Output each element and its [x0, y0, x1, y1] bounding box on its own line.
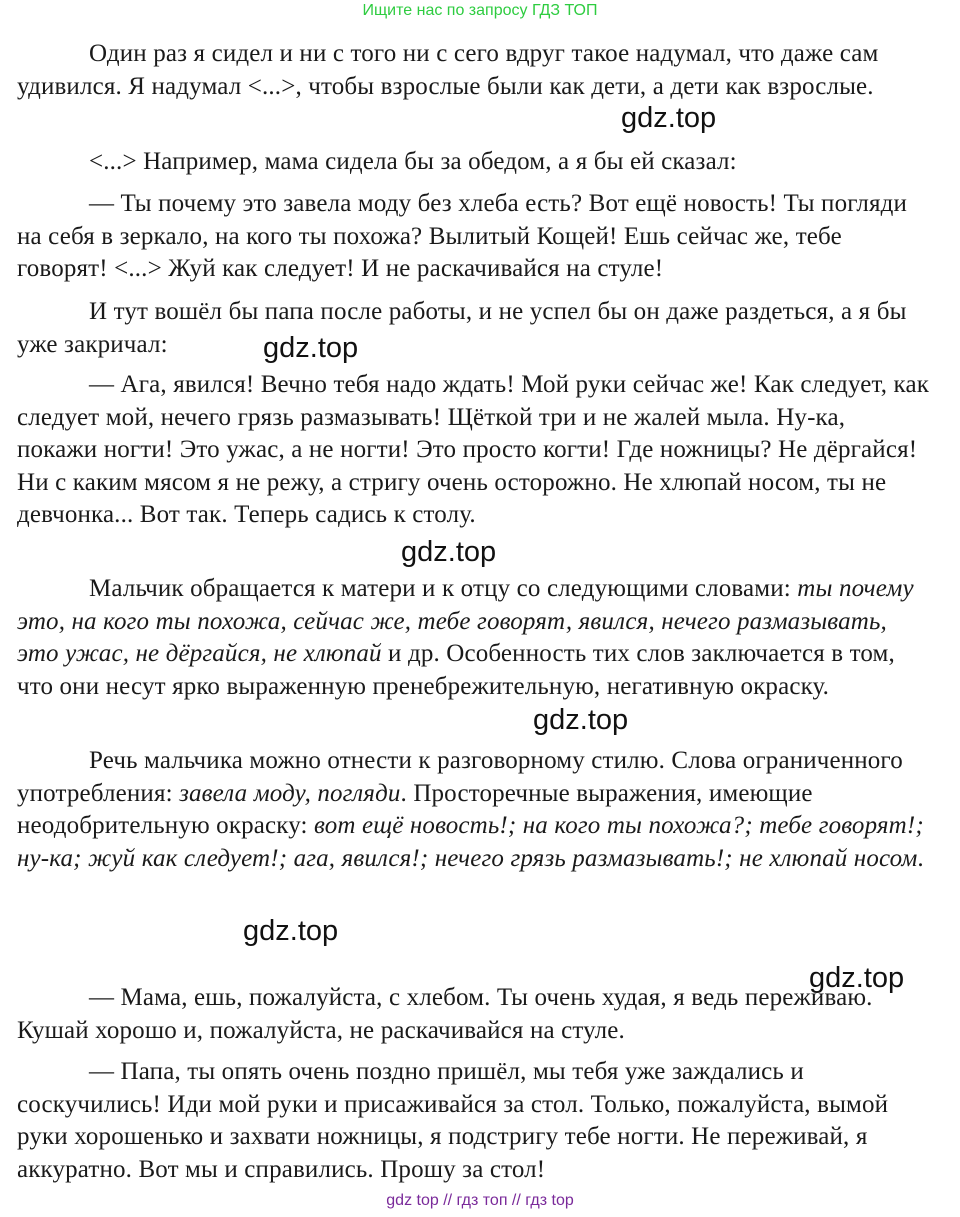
paragraph-2 [17, 146, 929, 179]
paragraph-6 [17, 573, 929, 703]
paragraph-7 [17, 745, 929, 875]
text-segment: . [917, 844, 924, 872]
text-segment: — Папа, ты опять очень поздно пришёл, мы тебя уже заждались и соскучились! Иди мой руки и присаживайся за стол. Только, пожалуйста, вымой руки хорошенько и захвати ножницы, я подстригу тебе ногти. Не переживай, я аккуратно. Вот мы и справились. Прошу за стол! [17, 1058, 889, 1183]
paragraph-8 [17, 982, 929, 1047]
text-segment: Один раз я сидел и ни с того ни с сего вдруг такое надумал, что даже сам удивился. Я надумал <...>, чтобы взрослые были как дети, а дети как взрослые. [17, 40, 879, 100]
text-segment: — Ага, явился! Вечно тебя надо ждать! Мой руки сейчас же! Как следует, как следует мой, нечего грязь размазывать! Щёткой три и не жалей мыла. Ну-ка, покажи ногти! Это ужас, а не ногти! Это просто когти! Где ножницы? Не дёргайся! Ни с каким мясом я не режу, а стригу очень осторожно. Не хлюпай носом, ты не девчонка... Вот так. Теперь садись к столу. [17, 371, 929, 528]
text-segment: Речь мальчика можно отнести к разговорному стилю. Слова ограниченного употребления: [17, 747, 903, 807]
italic-quote: ты почему это, на кого ты похожа, сейчас же, тебе говорят, явился, нечего размазывать, это ужас, не дёргайся, не хлюпай [17, 575, 914, 667]
text-segment: И тут вошёл бы папа после работы, и не успел бы он даже раздеться, а я бы уже закричал: [17, 298, 907, 358]
text-segment: и др. Особенность тих слов заключается в том, что они несут ярко выраженную пренебрежительную, негативную окраску. [17, 640, 895, 700]
paragraph-3 [17, 188, 929, 286]
paragraph-9 [17, 1056, 929, 1186]
paragraph-5 [17, 369, 929, 532]
paragraph-1 [17, 38, 929, 103]
italic-quote: завела моду, погляди [179, 779, 401, 807]
watermark: gdz.top [401, 536, 497, 568]
watermark: gdz.top [621, 102, 717, 134]
top-banner: Ищите нас по запросу ГДЗ ТОП [362, 2, 598, 19]
watermark: gdz.top [263, 332, 359, 364]
text-segment: Мальчик обращается к матери и к отцу со следующими словами: [89, 575, 798, 602]
text-segment: . Просторечные выражения, имеющие неодобрительную окраску: [17, 779, 813, 839]
italic-quote: вот ещё новость!; на кого ты похожа?; тебе говорят!; ну-ка; жуй как следует!; ага, явился!; нечего грязь размазывать!; не хлюпай носом [17, 812, 924, 872]
text-segment: — Мама, ешь, пожалуйста, с хлебом. Ты очень худая, я ведь переживаю. Кушай хорошо и, пожалуйста, не раскачивайся на стуле. [17, 984, 873, 1044]
text-segment: — Ты почему это завела моду без хлеба есть? Вот ещё новость! Ты погляди на себя в зеркало, на кого ты похожа? Вылитый Кощей! Ешь сейчас же, тебе говорят! <...> Жуй как следует! И не раскачивайся на стуле! [17, 190, 908, 282]
text-segment: <...> Например, мама сидела бы за обедом, а я бы ей сказал: [89, 148, 737, 175]
paragraph-4 [17, 296, 929, 361]
footer-links: gdz top // гдз топ // гдз top [386, 1192, 574, 1209]
watermark: gdz.top [809, 962, 905, 994]
watermark: gdz.top [533, 704, 629, 736]
watermark: gdz.top [243, 915, 339, 947]
